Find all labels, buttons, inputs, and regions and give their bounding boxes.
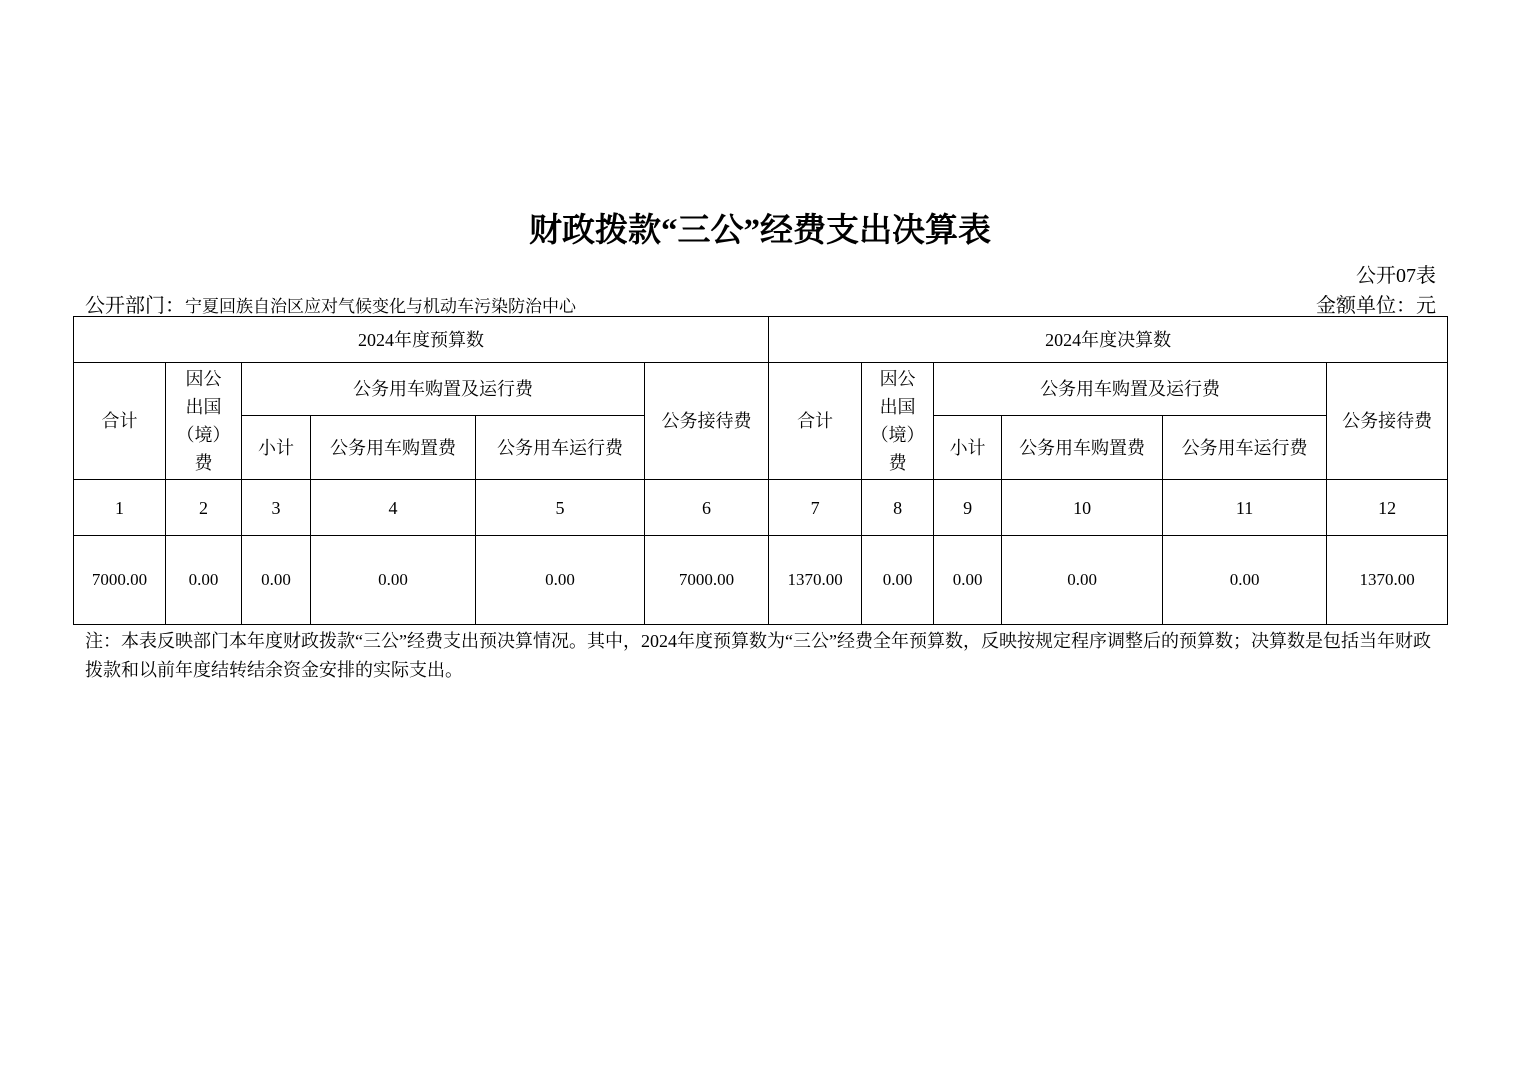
category-header-row — [74, 363, 1448, 416]
column-number: 8 — [862, 480, 934, 536]
value-cell: 1370.00 — [1327, 536, 1448, 625]
budget-abroad-header: 因公 出国 （境） 费 — [166, 363, 242, 480]
column-number: 11 — [1163, 480, 1327, 536]
final-vehicle-group-header: 公务用车购置及运行费 — [934, 363, 1327, 416]
expense-table — [73, 316, 1448, 625]
table-number: 公开07表 — [1356, 265, 1436, 287]
value-cell: 7000.00 — [645, 536, 769, 625]
budget-vehicle-purchase-header: 公务用车购置费 — [311, 416, 476, 480]
page-title: 财政拨款“三公”经费支出决算表 — [529, 213, 991, 249]
final-vehicle-purchase-header: 公务用车购置费 — [1002, 416, 1163, 480]
final-group-header: 2024年度决算数 — [769, 317, 1448, 363]
column-number: 1 — [74, 480, 166, 536]
final-total-header: 合计 — [769, 363, 862, 480]
column-number: 2 — [166, 480, 242, 536]
budget-vehicle-group-header: 公务用车购置及运行费 — [242, 363, 645, 416]
amount-unit: 金额单位：元 — [1316, 295, 1436, 317]
department-name: 宁夏回族自治区应对气候变化与机动车污染防治中心 — [185, 297, 576, 316]
budget-reception-header: 公务接待费 — [645, 363, 769, 480]
final-vehicle-operation-header: 公务用车运行费 — [1163, 416, 1327, 480]
final-abroad-header: 因公 出国 （境） 费 — [862, 363, 934, 480]
budget-total-header: 合计 — [74, 363, 166, 480]
final-reception-header: 公务接待费 — [1327, 363, 1448, 480]
value-cell: 0.00 — [1163, 536, 1327, 625]
value-cell: 0.00 — [934, 536, 1002, 625]
budget-subtotal-header: 小计 — [242, 416, 311, 480]
column-number: 4 — [311, 480, 476, 536]
final-subtotal-header: 小计 — [934, 416, 1002, 480]
values-row — [74, 536, 1448, 625]
column-number: 12 — [1327, 480, 1448, 536]
value-cell: 0.00 — [862, 536, 934, 625]
value-cell: 0.00 — [311, 536, 476, 625]
budget-group-header: 2024年度预算数 — [74, 317, 769, 363]
department-line — [85, 289, 576, 318]
value-cell: 0.00 — [242, 536, 311, 625]
column-number: 10 — [1002, 480, 1163, 536]
table-note: 注：本表反映部门本年度财政拨款“三公”经费支出预决算情况。其中，2024年度预算数为“三公”经费全年预算数，反映按规定程序调整后的预算数；决算数是包括当年财政拨款和以前年度结转结余资金安排的实际支出。 — [85, 631, 1431, 680]
column-number: 9 — [934, 480, 1002, 536]
column-number: 6 — [645, 480, 769, 536]
column-number-row — [74, 480, 1448, 536]
column-number: 3 — [242, 480, 311, 536]
column-number: 7 — [769, 480, 862, 536]
budget-vehicle-operation-header: 公务用车运行费 — [476, 416, 645, 480]
value-cell: 1370.00 — [769, 536, 862, 625]
value-cell: 0.00 — [166, 536, 242, 625]
value-cell: 0.00 — [476, 536, 645, 625]
department-label: 公开部门： — [85, 295, 185, 317]
value-cell: 0.00 — [1002, 536, 1163, 625]
group-header-row — [74, 317, 1448, 363]
column-number: 5 — [476, 480, 645, 536]
value-cell: 7000.00 — [74, 536, 166, 625]
